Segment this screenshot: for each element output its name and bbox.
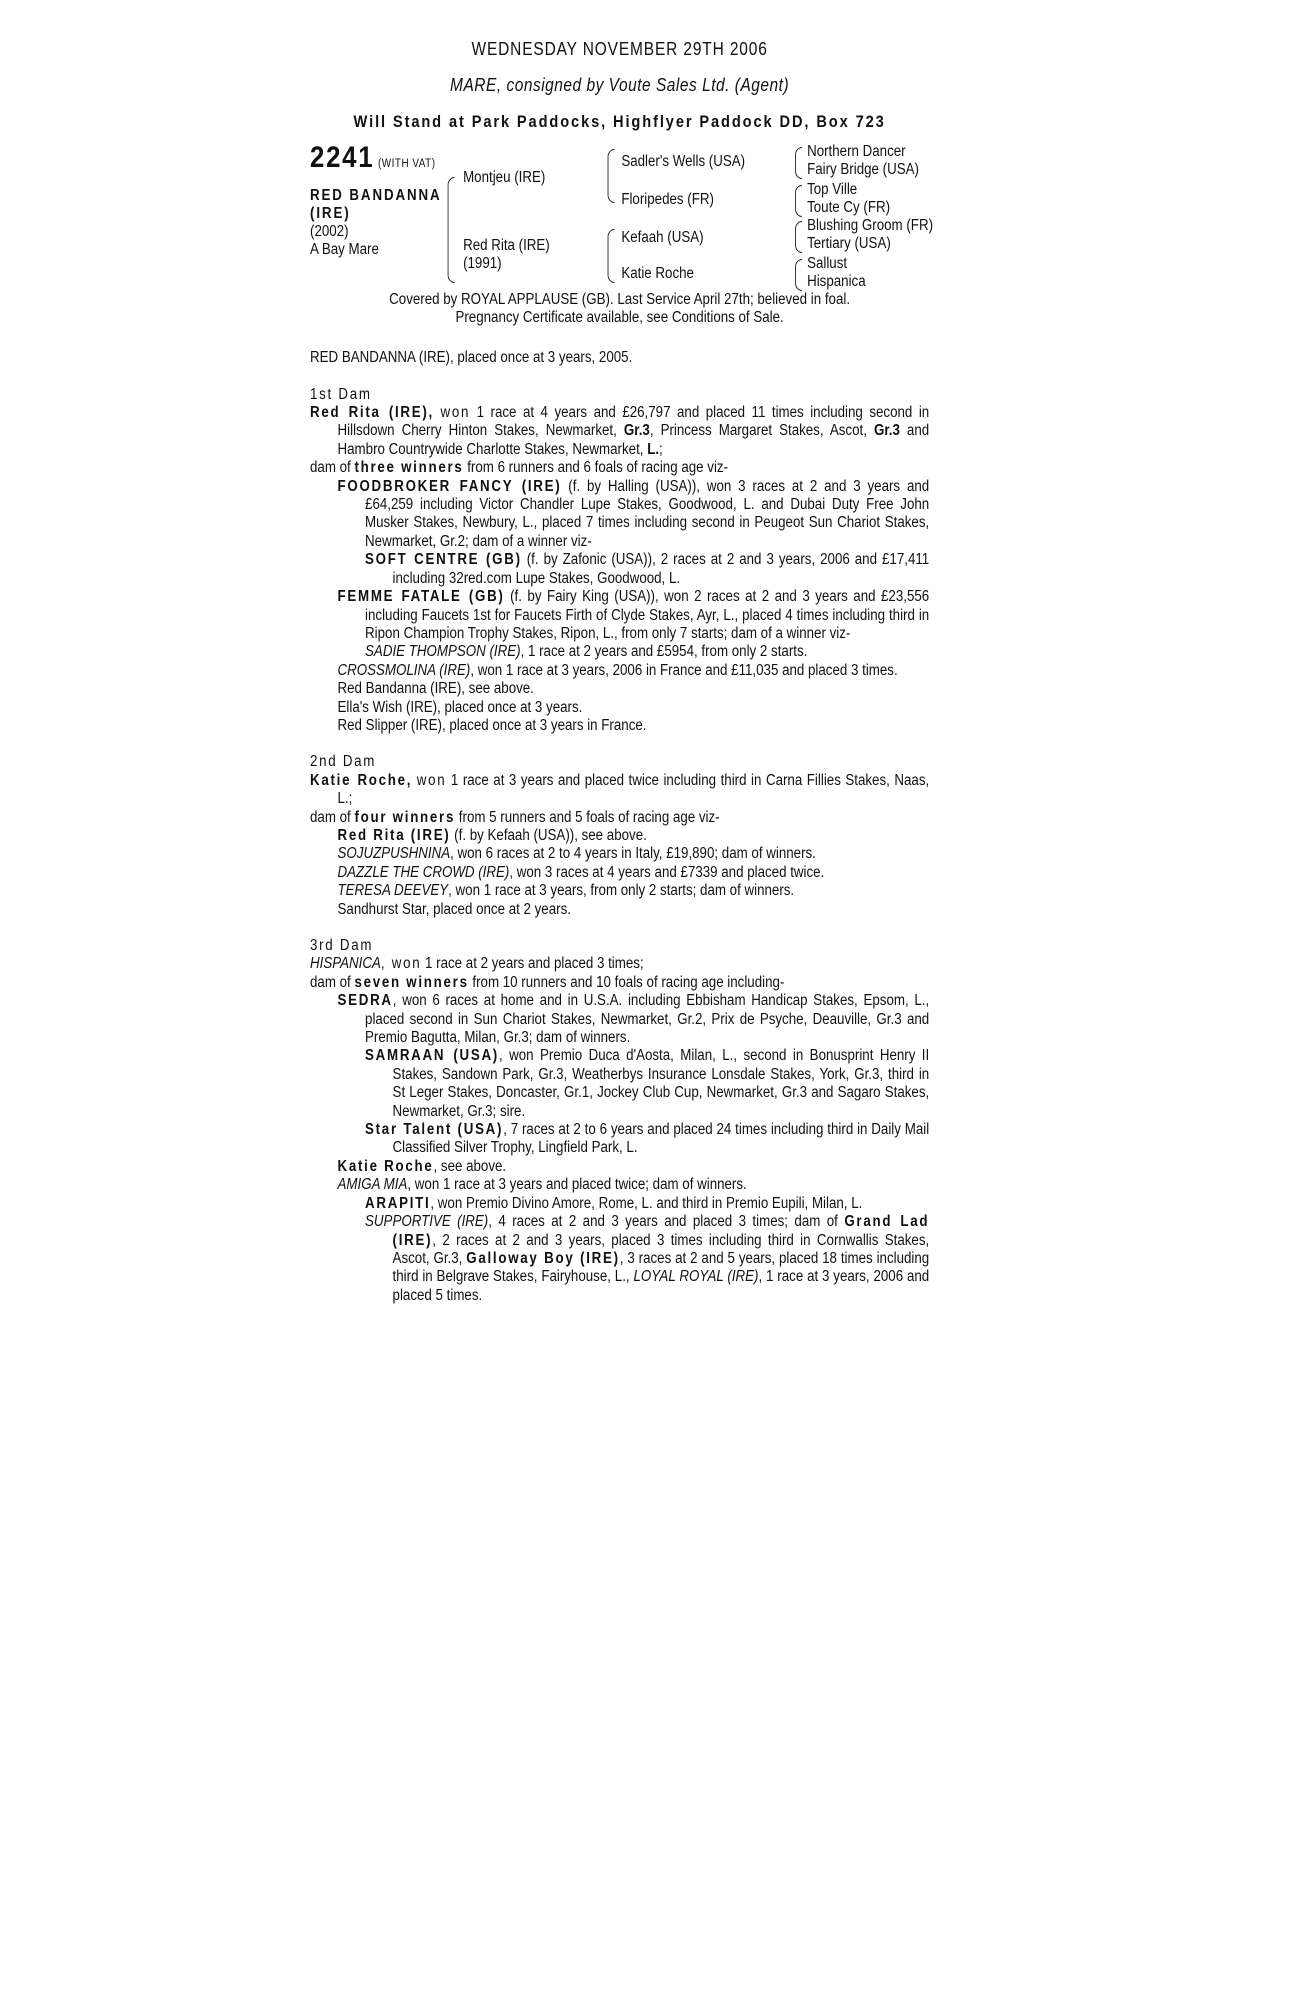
produce-supportive: SUPPORTIVE (IRE), 4 races at 2 and 3 years and placed 3 times; dam of Grand Lad (IRE), 2 races at 2 and 3 years, placed 3 times including third in Cornwallis Stakes, Ascot, Gr.3, Galloway Boy (IRE), 3 races at 2 and 5 years, placed 18 times including third in Belgrave Stakes, Fairyhouse, L., LOYAL ROYAL (IRE), 1 race at 3 years, 2006 and placed 5 times. xyxy=(365,1213,930,1304)
produce-red-bandanna: Red Bandanna (IRE), see above. xyxy=(337,680,534,698)
pedigree-dsd: Tertiary (USA) xyxy=(807,235,891,253)
brace-sd xyxy=(795,185,802,217)
horse-name-line1: RED BANDANNA xyxy=(310,187,442,205)
produce-crossmolina: CROSSMOLINA (IRE), won 1 race at 3 years, 2006 in France and £11,035 and placed 3 times. xyxy=(337,661,898,679)
pedigree-dss: Blushing Groom (FR) xyxy=(807,217,934,235)
pedigree-sire: Montjeu (IRE) xyxy=(463,169,546,187)
pedigree-ddd: Hispanica xyxy=(807,273,866,291)
second-dam-heading: 2nd Dam xyxy=(310,753,377,771)
produce-ellas-wish: Ella's Wish (IRE), placed once at 3 years. xyxy=(337,698,583,716)
lot-header xyxy=(310,141,436,175)
produce-sedra: SEDRA, won 6 races at home and in U.S.A. including Ebbisham Handicap Stakes, Epsom, L., placed second in Sun Chariot Stakes, Newmarket, Gr.2, Prix de Psyche, Deauville, Gr.3 and Premio Bagutta, Milan, Gr.3; dam of winners. xyxy=(337,992,930,1047)
pedigree-dam-sire: Kefaah (USA) xyxy=(621,229,704,247)
first-dam-produce: dam of three winners from 6 runners and 6 foals of racing age viz- xyxy=(310,459,729,477)
pedigree-dam: Red Rita (IRE) xyxy=(463,237,550,255)
produce-red-rita: Red Rita (IRE) (f. by Kefaah (USA)), see above. xyxy=(337,826,647,844)
second-dam-record: Katie Roche, won 1 race at 3 years and placed twice including third in Carna Fillies Stakes, Naas, L.; xyxy=(310,771,930,808)
pedigree-dds: Sallust xyxy=(807,255,848,273)
third-dam-heading: 3rd Dam xyxy=(310,937,374,954)
brace-ss xyxy=(795,147,802,179)
pregnancy-line: Pregnancy Certificate available, see Conditions of Sale. xyxy=(455,309,784,327)
produce-sandhurst-star: Sandhurst Star, placed once at 2 years. xyxy=(337,900,571,918)
pedigree-sire-sire: Sadler's Wells (USA) xyxy=(621,153,746,171)
pedigree-ssd: Fairy Bridge (USA) xyxy=(807,161,919,179)
produce-katie-roche: Katie Roche, see above. xyxy=(337,1157,507,1175)
brace-sire-dam xyxy=(448,177,455,283)
stand-location: Will Stand at Park Paddocks, Highflyer Paddock DD, Box 723 xyxy=(353,111,886,131)
produce-sadie-thompson: SADIE THOMPSON (IRE), 1 race at 2 years and £5954, from only 2 starts. xyxy=(365,643,808,661)
third-dam-record: HISPANICA, won 1 race at 2 years and placed 3 times; xyxy=(310,955,644,973)
horse-name-line2: (IRE) xyxy=(310,205,351,223)
brace-dd xyxy=(795,259,802,291)
sale-date: WEDNESDAY NOVEMBER 29TH 2006 xyxy=(471,39,768,59)
vat-note: (WITH VAT) xyxy=(377,158,436,171)
pedigree-sss: Northern Dancer xyxy=(807,143,906,161)
horse-description: A Bay Mare xyxy=(310,241,379,259)
produce-star-talent: Star Talent (USA), 7 races at 2 to 6 years and placed 24 times including third in Daily Mail Classified Silver Trophy, Lingfield Park, L. xyxy=(365,1121,930,1157)
pedigree-dam-dam: Katie Roche xyxy=(621,265,694,283)
covered-line: Covered by ROYAL APPLAUSE (GB). Last Service April 27th; believed in foal. xyxy=(389,291,851,309)
brace-dam-parents xyxy=(608,229,615,283)
produce-femme-fatale: FEMME FATALE (GB) (f. by Fairy King (USA)), won 2 races at 2 and 3 years and £23,556 including Faucets 1st for Faucets Firth of Clyde Stakes, Ayr, L., placed 4 times including third in Ripon Champion Trophy Stakes, Ripon, L., from only 7 starts; dam of a winner viz- xyxy=(337,588,930,642)
catalogue-page xyxy=(310,39,934,1305)
first-dam-record: Red Rita (IRE), won 1 race at 4 years and £26,797 and placed 11 times including second in Hillsdown Cherry Hinton Stakes, Newmarket, Gr.3, Princess Margaret Stakes, Ascot, Gr.3 and Hambro Countrywide Charlotte Stakes, Newmarket, L.; xyxy=(310,404,930,458)
summary-line: RED BANDANNA (IRE), placed once at 3 years, 2005. xyxy=(310,349,633,367)
lot-number: 2241 xyxy=(310,141,375,175)
first-dam-heading: 1st Dam xyxy=(310,385,372,403)
third-dam-produce: dam of seven winners from 10 runners and 10 foals of racing age including- xyxy=(310,973,785,991)
foaling-year: (2002) xyxy=(310,223,349,241)
pedigree-sds: Top Ville xyxy=(807,181,858,199)
produce-amiga-mia: AMIGA MIA, won 1 race at 3 years and placed twice; dam of winners. xyxy=(337,1176,747,1194)
pedigree-sdd: Toute Cy (FR) xyxy=(807,199,891,217)
brace-sire-parents xyxy=(608,149,615,203)
produce-teresa-deevey: TERESA DEEVEY, won 1 race at 3 years, from only 2 starts; dam of winners. xyxy=(337,882,795,900)
second-dam-produce: dam of four winners from 5 runners and 5 foals of racing age viz- xyxy=(310,808,720,826)
produce-soft-centre: SOFT CENTRE (GB) (f. by Zafonic (USA)), 2 races at 2 and 3 years, 2006 and £17,411 including 32red.com Lupe Stakes, Goodwood, L. xyxy=(365,551,930,587)
consignor-line: MARE, consigned by Voute Sales Ltd. (Agent) xyxy=(450,75,790,96)
produce-samraan: SAMRAAN (USA), won Premio Duca d'Aosta, Milan, L., second in Bonusprint Henry II Stakes, Sandown Park, Gr.3, Weatherbys Insurance Lonsdale Stakes, York, Gr.3, third in St Leger Stakes, Doncaster, Gr.1, Jockey Club Cup, Newmarket, Gr.3 and Sagaro Stakes, Newmarket, Gr.3; sire. xyxy=(365,1047,930,1120)
pedigree-table xyxy=(310,141,934,349)
pedigree-sire-dam: Floripedes (FR) xyxy=(621,191,714,209)
produce-arapiti: ARAPITI, won Premio Divino Amore, Rome, L. and third in Premio Eupili, Milan, L. xyxy=(365,1194,863,1212)
brace-ds xyxy=(795,221,802,253)
produce-dazzle-the-crowd: DAZZLE THE CROWD (IRE), won 3 races at 4 years and £7339 and placed twice. xyxy=(337,863,825,881)
produce-sojuzpushnina: SOJUZPUSHNINA, won 6 races at 2 to 4 years in Italy, £19,890; dam of winners. xyxy=(337,845,816,863)
produce-red-slipper: Red Slipper (IRE), placed once at 3 years in France. xyxy=(337,716,647,734)
pedigree-dam-year: (1991) xyxy=(463,255,502,273)
produce-foodbroker-fancy: FOODBROKER FANCY (IRE) (f. by Halling (USA)), won 3 races at 2 and 3 years and £64,259 including Victor Chandler Lupe Stakes, Goodwood, L. and Dubai Duty Free John Musker Stakes, Newbury, L., placed 7 times including second in Peugeot Sun Chariot Stakes, Newmarket, Gr.2; dam of a winner viz- xyxy=(337,477,930,550)
